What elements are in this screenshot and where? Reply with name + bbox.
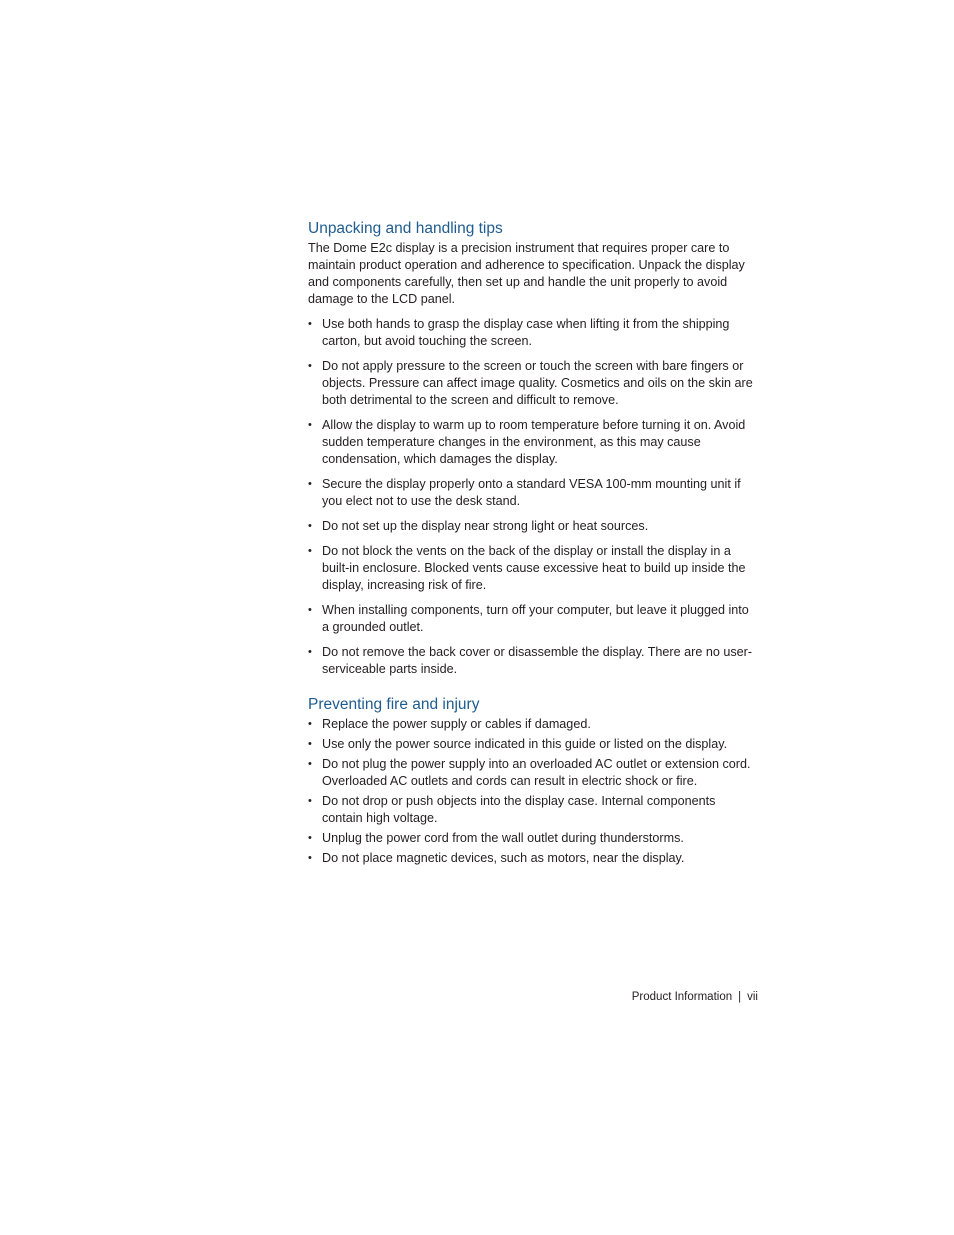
bullet-icon: • — [308, 738, 312, 750]
section-heading-unpacking: Unpacking and handling tips — [308, 220, 503, 237]
bullet-icon: • — [308, 545, 312, 557]
bullet-icon: • — [308, 795, 312, 807]
list-item: • Use both hands to grasp the display case when lifting it from the shipping carton, but avoid touching the screen. — [308, 317, 730, 348]
list-item: • Do not block the vents on the back of the display or install the display in a built-in enclosure. Blocked vents cause excessive heat to build up inside the display, increasing risk of fire. — [308, 544, 746, 592]
list-item: • Do not plug the power supply into an overloaded AC outlet or extension cord. Overloaded AC outlets and cords can result in electric shock or fire. — [308, 757, 751, 788]
list-item: • Replace the power supply or cables if damaged. — [308, 717, 591, 731]
list-item: • Secure the display properly onto a standard VESA 100-mm mounting unit if you elect not to use the desk stand. — [308, 477, 741, 508]
bullet-icon: • — [308, 520, 312, 532]
section-heading-fire-injury: Preventing fire and injury — [308, 696, 480, 713]
list-item: • Do not place magnetic devices, such as motors, near the display. — [308, 851, 685, 865]
page-number: vii — [747, 991, 758, 1003]
list-item: • Do not drop or push objects into the display case. Internal components contain high voltage. — [308, 794, 716, 825]
list-item: • Do not set up the display near strong light or heat sources. — [308, 519, 649, 533]
footer-separator: | — [738, 991, 742, 1003]
bullet-icon: • — [308, 360, 312, 372]
bullet-icon: • — [308, 478, 312, 490]
page-content — [308, 219, 758, 870]
bullet-icon: • — [308, 604, 312, 616]
footer-section-title: Product Information — [631, 991, 733, 1003]
list-item: • Unplug the power cord from the wall outlet during thunderstorms. — [308, 831, 684, 845]
list-item: • Do not remove the back cover or disassemble the display. There are no user-serviceable parts inside. — [308, 645, 753, 676]
bullet-icon: • — [308, 646, 312, 658]
bullet-icon: • — [308, 318, 312, 330]
intro-paragraph: The Dome E2c display is a precision instrument that requires proper care to maintain product operation and adherence to specification. Unpack the display and components carefully, then set up and handle the unit properly to avoid damage to the LCD panel. — [308, 241, 745, 306]
fire-injury-list — [308, 716, 758, 867]
list-item: • Do not apply pressure to the screen or touch the screen with bare fingers or objects. Pressure can affect image quality. Cosmetics and oils on the skin are both detrimental to the screen and difficult to remove. — [308, 359, 753, 407]
list-item: • Use only the power source indicated in this guide or listed on the display. — [308, 737, 728, 751]
bullet-icon: • — [308, 718, 312, 730]
bullet-icon: • — [308, 758, 312, 770]
list-item: • When installing components, turn off your computer, but leave it plugged into a grounded outlet. — [308, 603, 749, 634]
bullet-icon: • — [308, 852, 312, 864]
bullet-icon: • — [308, 832, 312, 844]
unpacking-tips-list — [308, 316, 758, 678]
page-footer — [632, 990, 758, 1005]
bullet-icon: • — [308, 419, 312, 431]
list-item: • Allow the display to warm up to room temperature before turning it on. Avoid sudden temperature changes in the environment, as this may cause condensation, which damages the display. — [308, 418, 746, 466]
